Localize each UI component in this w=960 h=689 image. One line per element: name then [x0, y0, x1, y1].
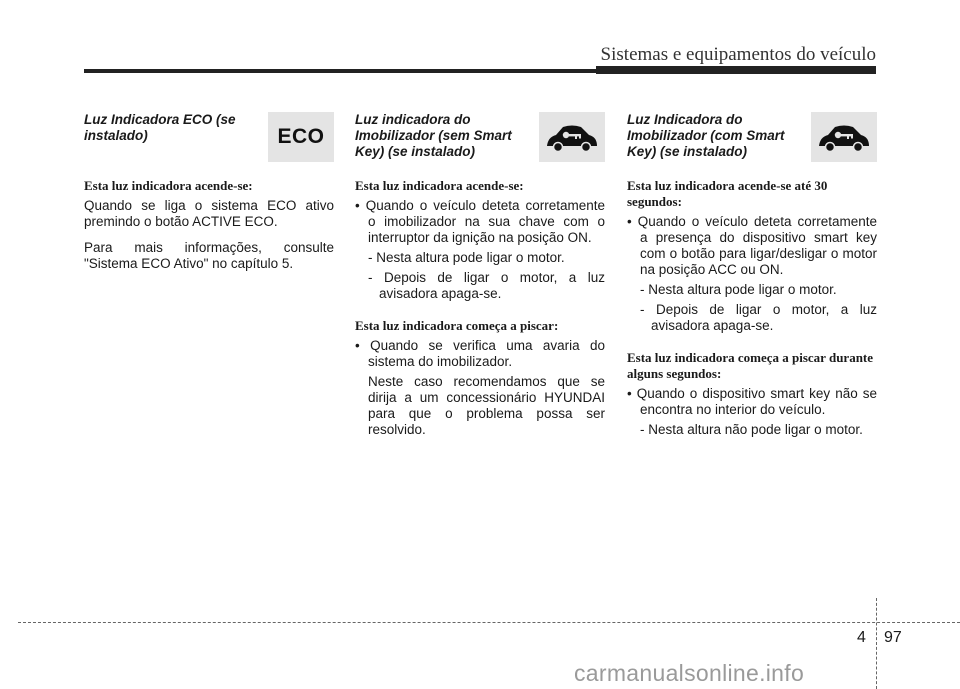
- dash-item: - Depois de ligar o motor, a luz avisadora apaga-se.: [368, 270, 605, 301]
- car-key-icon: [811, 112, 877, 162]
- section-immobilizer-no-smart-key: [355, 112, 605, 442]
- bullet-item: • Quando o dispositivo smart key não se encontra no interior do veículo.: [627, 386, 877, 417]
- page-number: 97: [884, 629, 902, 646]
- section-subheading: Esta luz indicadora acende-se:: [84, 178, 253, 193]
- dash-item: - Nesta altura não pode ligar o motor.: [640, 422, 863, 437]
- dash-item: - Nesta altura pode ligar o motor.: [368, 250, 565, 265]
- section-title: Luz indicadora do Imobilizador (sem Smart Key) (se instalado): [355, 112, 512, 159]
- header-rule-thick: [596, 66, 876, 74]
- section-subheading: Esta luz indicadora acende-se:: [355, 178, 524, 193]
- car-key-icon: [539, 112, 605, 162]
- dash-item: - Nesta altura pode ligar o motor.: [640, 282, 837, 297]
- indented-paragraph: Neste caso recomendamos que se dirija a um concessionário HYUNDAI para que o problema possa ser resolvido.: [368, 374, 605, 437]
- bullet-item: • Quando o veículo deteta corretamente o imobilizador na sua chave com o interruptor da ignição na posição ON.: [355, 198, 605, 245]
- section-eco-indicator: [84, 112, 334, 282]
- section-subheading: Esta luz indicadora acende-se até 30 segundos:: [627, 178, 828, 209]
- header-rule: [84, 69, 596, 73]
- footer-rule: [18, 622, 960, 623]
- bullet-item: • Quando se verifica uma avaria do sistema do imobilizador.: [355, 338, 605, 369]
- section-title: Luz Indicadora ECO (se instalado): [84, 112, 236, 143]
- section-subheading: Esta luz indicadora começa a piscar:: [355, 318, 559, 333]
- section-subheading: Esta luz indicadora começa a piscar durante alguns segundos:: [627, 350, 874, 381]
- eco-icon-label: ECO: [277, 125, 325, 148]
- section-title: Luz Indicadora do Imobilizador (com Smart Key) (se instalado): [627, 112, 785, 159]
- footer-vertical-rule: [876, 598, 877, 689]
- bullet-item: • Quando o veículo deteta corretamente a presença do dispositivo smart key com o botão para ligar/desligar o motor na posição ACC ou ON.: [627, 214, 877, 277]
- paragraph: Para mais informações, consulte "Sistema ECO Ativo" no capítulo 5.: [84, 240, 334, 271]
- page-header-title: Sistemas e equipamentos do veículo: [600, 44, 876, 65]
- dash-item: - Depois de ligar o motor, a luz avisadora apaga-se.: [640, 302, 877, 333]
- eco-indicator-icon: [268, 112, 334, 162]
- section-immobilizer-with-smart-key: [627, 112, 877, 442]
- chapter-number: 4: [857, 629, 866, 646]
- paragraph: Quando se liga o sistema ECO ativo premindo o botão ACTIVE ECO.: [84, 198, 334, 229]
- watermark: carmanualsonline.info: [574, 660, 805, 686]
